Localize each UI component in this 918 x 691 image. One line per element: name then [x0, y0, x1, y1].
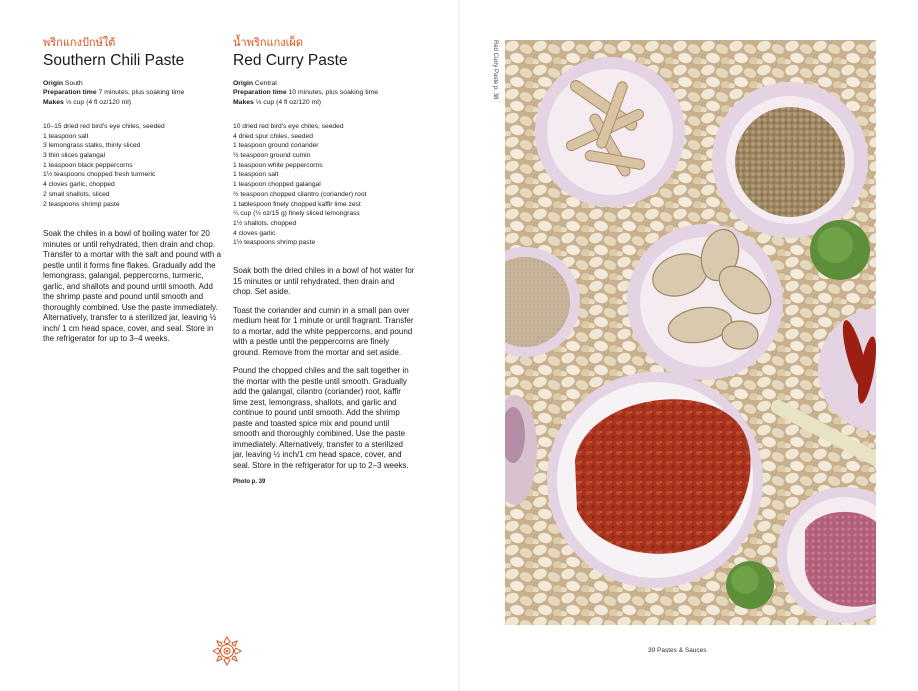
- makes-label: Makes: [233, 98, 254, 106]
- ingredient-item: 3 thin slices galangal: [43, 152, 106, 159]
- ingredient-item: 10–15 dried red bird's eye chiles, seeded: [43, 122, 165, 130]
- prep-label: Preparation time: [43, 89, 97, 97]
- method-text: [233, 266, 415, 471]
- makes-line: [43, 98, 225, 107]
- ingredient-item: 2 teaspoons shrimp paste: [43, 200, 120, 208]
- ingredient-item: 4 cloves garlic, chopped: [43, 181, 115, 189]
- makes-value: ⅓ cup (4 fl oz/120 ml): [255, 98, 322, 106]
- recipe-red-curry-paste: [233, 36, 415, 485]
- ingredient-item: 1½ shallots, chopped: [233, 219, 297, 227]
- ingredient-item: 1 teaspoon salt: [233, 171, 279, 179]
- method-paragraph: Soak the chiles in a bowl of boiling water for 20 minutes or until rehydrated, then drain and chop. Transfer to a mortar with the salt and pound with a pestle until it forms fine flakes. Gradually add the lemongrass, galangal, peppercorns, turmeric, garlic, and shallots and pound until smooth. Add the shrimp paste and pound until smooth and thoroughly combined. Use the paste immediately. Alternatively, transfer to a sterilized jar, leaving ½ inch/ 1 cm head space, cover, and seal. Store in the refrigerator for up to 3–4 weeks.: [43, 229, 222, 344]
- ingredient-item: ½ teaspoon ground cumin: [233, 152, 311, 159]
- prep-value: 10 minutes, plus soaking time: [288, 89, 379, 97]
- makes-line: [233, 98, 415, 107]
- recipe-meta: [43, 79, 225, 107]
- ingredient-item: 1 teaspoon ground coriander: [233, 142, 319, 150]
- ingredient-item: 2 small shallots, sliced: [43, 190, 110, 198]
- origin-value: South: [64, 80, 83, 87]
- method-paragraph: Toast the coriander and cumin in a small pan over medium heat for 1 minute or until fragrant. Transfer to a mortar, add the white peppercorns, and pound with a pestle until the peppercorns are finely ground. Remove from the mortar and set aside.: [233, 305, 414, 357]
- ingredient-item: 1 teaspoon salt: [43, 132, 89, 140]
- origin-label: Origin: [43, 80, 64, 87]
- method-paragraph: Soak both the dried chiles in a bowl of hot water for 15 minutes or until rehydrated, then drain and chop. Set aside.: [233, 266, 415, 297]
- origin-value: Central: [254, 80, 277, 87]
- page-gutter: [458, 0, 460, 691]
- recipe-thai-title: พริกแกงปักษ์ใต้: [43, 36, 116, 49]
- ingredient-list: [233, 122, 415, 248]
- prep-line: [233, 88, 415, 97]
- ingredient-item: 1½ teaspoons chopped fresh turmeric: [43, 171, 156, 179]
- page-folio: 39 Pastes & Sauces: [648, 647, 707, 654]
- method-paragraph: Pound the chopped chiles and the salt together in the mortar with the pestle until smooth. Gradually add the galangal, cilantro (coriander) root, kaffir lime zest, lemongrass, shallots, and garlic and continue to pound until smooth. Add the shrimp paste and toasted spice mix and pound until smooth and thoroughly combined. Use the paste immediately. Alternatively, transfer to a sterilized jar, leaving ½ inch/1 cm head space, cover, and seal. Store in the refrigerator for up to 2–3 weeks.: [233, 366, 409, 470]
- recipe-meta: [233, 79, 415, 107]
- recipe-southern-chili-paste: [43, 36, 225, 353]
- ingredient-item: 4 dried spur chiles, seeded: [233, 132, 313, 140]
- ingredient-item: 1½ teaspoons shrimp paste: [233, 239, 316, 247]
- side-caption-text: Red Curry Paste p. 38: [492, 40, 498, 100]
- ingredient-item: 3 lemongrass stalks, thinly sliced: [43, 142, 141, 150]
- prep-line: [43, 88, 225, 97]
- curry-paste-ingredients-photo: [505, 40, 876, 625]
- ingredient-item: 1 teaspoon white peppercorns: [233, 161, 323, 169]
- recipe-photo: [505, 40, 876, 625]
- flower-ornament-icon: [212, 636, 242, 666]
- prep-label: Preparation time: [233, 89, 287, 97]
- recipe-title: Red Curry Paste: [233, 52, 348, 69]
- ingredient-item: 1 tablespoon finely chopped kaffir lime zest: [233, 200, 361, 208]
- photo-reference: Photo p. 39: [233, 479, 266, 486]
- origin-label: Origin: [233, 80, 254, 87]
- prep-value: 7 minutes, plus soaking time: [98, 89, 185, 97]
- method-text: [43, 229, 225, 345]
- origin-line: [43, 79, 225, 88]
- makes-label: Makes: [43, 98, 64, 106]
- ingredient-item: 1 teaspoon black peppercorns: [43, 161, 133, 169]
- ingredient-item: ¼ cup (½ oz/15 g) finely sliced lemongrass: [233, 210, 360, 218]
- makes-value: ⅓ cup (4 fl oz/120 ml): [65, 98, 132, 106]
- origin-line: [233, 79, 415, 88]
- ingredient-item: 1 teaspoon chopped galangal: [233, 181, 321, 189]
- recipe-thai-title: น้ำพริกแกงเผ็ด: [233, 36, 303, 49]
- ingredient-list: [43, 122, 225, 209]
- side-caption: [488, 40, 500, 160]
- ingredient-item: ½ teaspoon chopped cilantro (coriander) root: [233, 190, 367, 198]
- ingredient-item: 4 cloves garlic: [233, 229, 276, 237]
- ingredient-item: 10 dried red bird's eye chiles, seeded: [233, 122, 344, 130]
- recipe-title: Southern Chili Paste: [43, 52, 185, 69]
